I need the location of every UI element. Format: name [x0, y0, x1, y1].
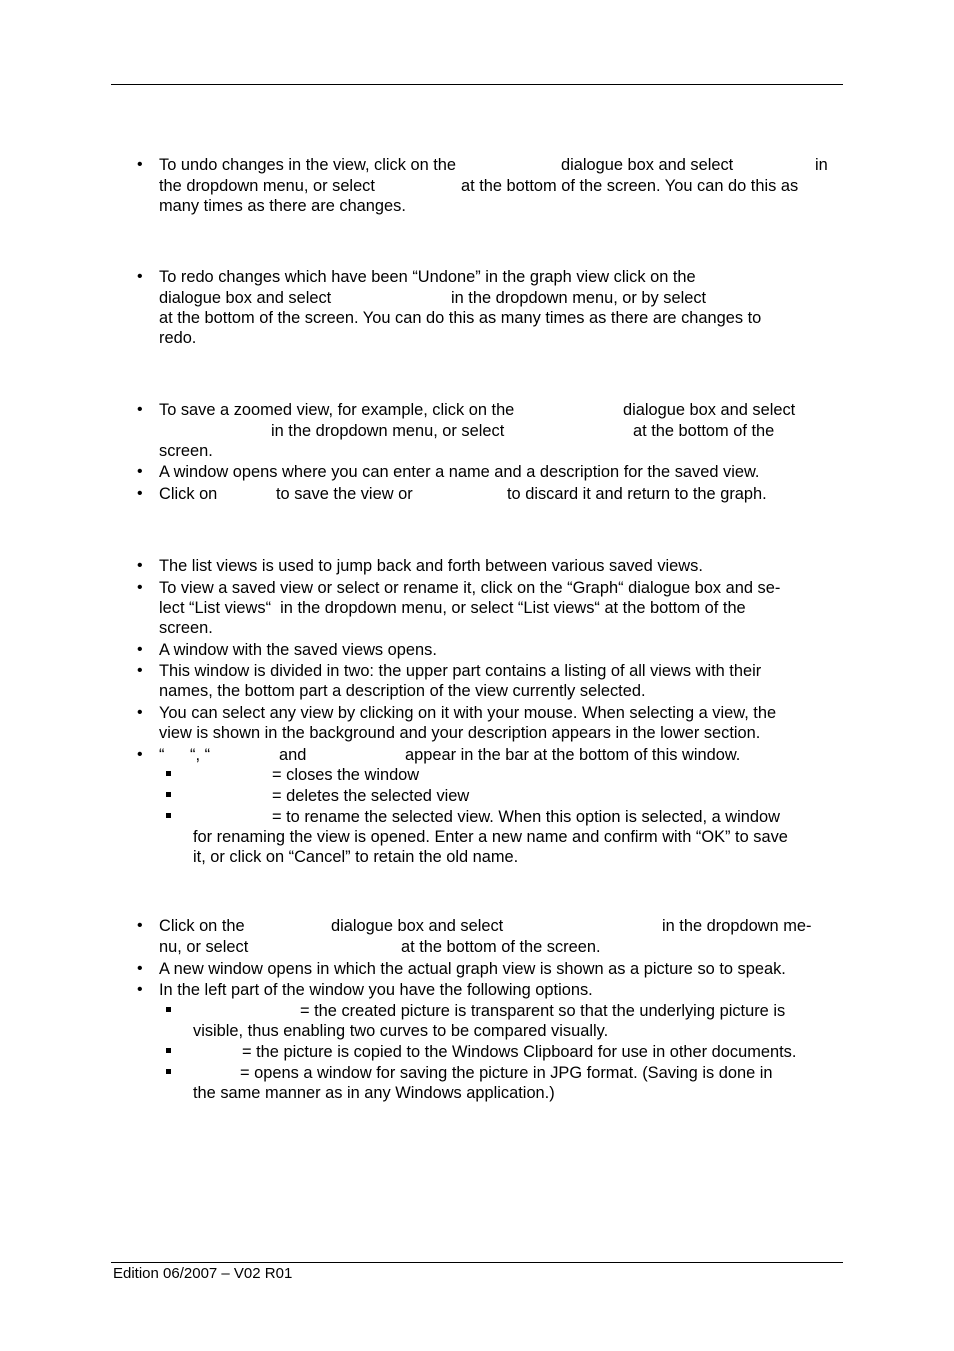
picture-text-s3-line1: = opens a window for saving the picture in JPG format. (Saving is done in	[240, 1064, 773, 1082]
list-text-s3-line3: it, or click on “Cancel” to retain the old name.	[193, 848, 519, 866]
save-text-b3b: to save the view or	[276, 485, 413, 503]
footer-edition: Edition 06/2007 – V02 R01	[113, 1265, 293, 1282]
save-text-b2: A window opens where you can enter a name and a description for the saved view.	[159, 463, 760, 481]
picture-text-line1c: in the dropdown me-	[662, 917, 812, 935]
list-text-b6a: “	[159, 746, 165, 764]
square-bullet	[166, 813, 171, 818]
save-text-line3: screen.	[159, 442, 213, 460]
bullet: •	[137, 662, 143, 679]
picture-text-line2b: at the bottom of the screen.	[401, 938, 601, 956]
save-text-line2a: in the dropdown menu, or select	[271, 422, 505, 440]
list-text-s3-line1: = to rename the selected view. When this option is selected, a window	[272, 808, 780, 826]
bullet: •	[137, 156, 143, 173]
undo-text-line2a: the dropdown menu, or select	[159, 177, 375, 195]
list-text-b6b: “, “	[190, 746, 211, 764]
bullet: •	[137, 485, 143, 502]
list-text-s1: = closes the window	[272, 766, 420, 784]
picture-text-b3: In the left part of the window you have the following options.	[159, 981, 593, 999]
picture-text-s1-line2: visible, thus enabling two curves to be compared visually.	[193, 1022, 609, 1040]
undo-text-line3: many times as there are changes.	[159, 197, 406, 215]
undo-text-line1a: To undo changes in the view, click on the	[159, 156, 457, 174]
picture-text-s2: = the picture is copied to the Windows Clipboard for use in other documents.	[242, 1043, 797, 1061]
picture-text-b2: A new window opens in which the actual graph view is shown as a picture so to speak.	[159, 960, 786, 978]
redo-text-line3: at the bottom of the screen. You can do this as many times as there are changes to	[159, 309, 762, 327]
bullet: •	[137, 641, 143, 658]
list-text-b2-line1: To view a saved view or select or rename it, click on the “Graph“ dialogue box and se-	[159, 579, 781, 597]
save-text-b3c: to discard it and return to the graph.	[507, 485, 767, 503]
picture-text-line2a: nu, or select	[159, 938, 249, 956]
header-rule	[111, 84, 843, 85]
save-text-b3a: Click on	[159, 485, 218, 503]
picture-text-s1-line1: = the created picture is transparent so that the underlying picture is	[300, 1002, 786, 1020]
undo-text-line2b: at the bottom of the screen. You can do this as	[461, 177, 799, 195]
redo-text-line1: To redo changes which have been “Undone” in the graph view click on the	[159, 268, 696, 286]
bullet: •	[137, 746, 143, 763]
picture-text-line1b: dialogue box and select	[331, 917, 504, 935]
picture-text-line1a: Click on the	[159, 917, 245, 935]
bullet: •	[137, 960, 143, 977]
list-text-b1: The list views is used to jump back and forth between various saved views.	[159, 557, 703, 575]
bullet: •	[137, 557, 143, 574]
footer-rule	[111, 1262, 843, 1263]
list-text-b6c: and	[279, 746, 307, 764]
square-bullet	[166, 792, 171, 797]
bullet: •	[137, 463, 143, 480]
list-text-b2-line3: screen.	[159, 619, 213, 637]
square-bullet	[166, 1048, 171, 1053]
list-text-b5-line1: You can select any view by clicking on it with your mouse. When selecting a view, the	[159, 704, 777, 722]
save-text-line1b: dialogue box and select	[623, 401, 796, 419]
save-text-line2b: at the bottom of the	[633, 422, 775, 440]
square-bullet	[166, 1069, 171, 1074]
list-text-b4-line1: This window is divided in two: the upper part contains a listing of all views with their	[159, 662, 762, 680]
list-text-b3: A window with the saved views opens.	[159, 641, 437, 659]
redo-text-line2b: in the dropdown menu, or by select	[451, 289, 707, 307]
list-text-b4-line2: names, the bottom part a description of the view currently selected.	[159, 682, 646, 700]
bullet: •	[137, 704, 143, 721]
bullet: •	[137, 917, 143, 934]
list-text-b5-line2: view is shown in the background and your description appears in the lower section.	[159, 724, 761, 742]
redo-text-line4: redo.	[159, 329, 197, 347]
picture-text-s3-line2: the same manner as in any Windows application.)	[193, 1084, 555, 1102]
bullet: •	[137, 401, 143, 418]
square-bullet	[166, 1007, 171, 1012]
bullet: •	[137, 268, 143, 285]
list-text-s2: = deletes the selected view	[272, 787, 470, 805]
save-text-line1a: To save a zoomed view, for example, click on the	[159, 401, 515, 419]
list-text-b6d: appear in the bar at the bottom of this window.	[405, 746, 741, 764]
bullet: •	[137, 981, 143, 998]
redo-text-line2a: dialogue box and select	[159, 289, 332, 307]
undo-text-line1b: dialogue box and select	[561, 156, 734, 174]
undo-text-line1c: in	[815, 156, 828, 174]
square-bullet	[166, 771, 171, 776]
bullet: •	[137, 579, 143, 596]
list-text-b2-line2: lect “List views“ in the dropdown menu, or select “List views“ at the bottom of the	[159, 599, 746, 617]
list-text-s3-line2: for renaming the view is opened. Enter a new name and confirm with “OK” to save	[193, 828, 788, 846]
